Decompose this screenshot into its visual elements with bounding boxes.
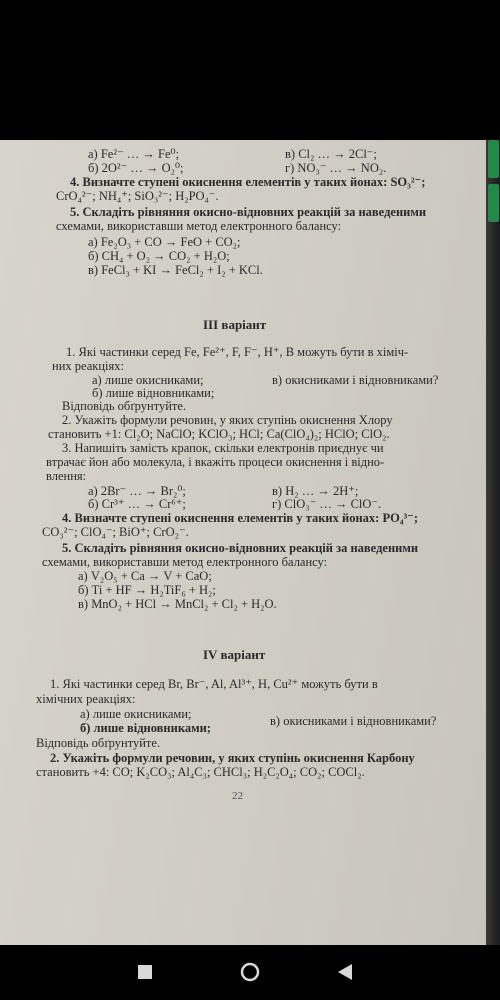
text-line: а) Fe₂O₃ + CO → FeO + CO₂; xyxy=(88,235,241,249)
text-line: в) FeCl₃ + KI → FeCl₂ + I₂ + KCl. xyxy=(88,263,263,277)
circle-icon xyxy=(242,964,258,980)
text-line: а) V₂O₅ + Ca → V + CaO; xyxy=(78,569,212,583)
square-icon xyxy=(138,965,152,979)
text-line: CO₃²⁻; ClO₄⁻; BiO⁺; CrO₂⁻. xyxy=(42,525,189,539)
page-number: 22 xyxy=(232,790,243,802)
text-line: схемами, використавши метод електронного балансу: xyxy=(42,555,328,569)
text-line: в) окисниками і відновниками? xyxy=(270,714,437,728)
text-line: 1. Які частинки серед Fe, Fe²⁺, F, F⁻, H⁺, B можуть бути в хіміч- xyxy=(66,345,409,359)
text-line: б) лише відновниками; xyxy=(92,386,215,400)
text-line: становить +1: Cl₂O; NaClO; KClO₃; HCl; Ca(ClO₄)₂; HClO; ClO₂. xyxy=(48,427,390,441)
text-line: в) H₂ … → 2H⁺; xyxy=(272,484,359,498)
text-line: б) Ti + HF → H₂TiF₆ + H₂; xyxy=(78,583,216,597)
text-line: а) 2Br⁻ … → Br₂⁰; xyxy=(88,484,186,498)
recent-apps-button[interactable] xyxy=(130,957,160,987)
text-line: в) Cl₂ … → 2Cl⁻; xyxy=(285,147,377,161)
text-line: б) лише відновниками; xyxy=(80,721,211,735)
text-line: 3. Напишіть замість крапок, скільки електронів приєднує чи xyxy=(62,441,384,455)
text-line: 1. Які частинки серед Br, Br⁻, Al, Al³⁺, H, Cu²⁺ можуть бути в xyxy=(50,677,378,691)
variant-heading: IV варіант xyxy=(203,647,266,662)
photo-viewer-image[interactable] xyxy=(0,140,500,945)
text-line: Відповідь обґрунтуйте. xyxy=(62,399,187,413)
book-edge xyxy=(486,140,500,945)
text-line: влення: xyxy=(46,469,87,483)
black-top-area xyxy=(0,0,500,140)
home-button[interactable] xyxy=(235,957,265,987)
variant-heading: III варіант xyxy=(203,317,267,332)
text-line: в) окисниками і відновниками? xyxy=(272,373,439,387)
text-line: б) Cr³⁺ … → Cr⁶⁺; xyxy=(88,497,186,511)
text-line: б) 2O²⁻ … → O₂⁰; xyxy=(88,161,184,175)
android-nav-bar xyxy=(0,945,500,1000)
green-tab xyxy=(488,140,499,178)
text-line: б) CH₄ + O₂ → CO₂ + H₂O; xyxy=(88,249,230,263)
text-line: Відповідь обґрунтуйте. xyxy=(36,736,161,750)
text-line: в) MnO₂ + HCl → MnCl₂ + Cl₂ + H₂O. xyxy=(78,597,277,611)
text-line: 5. Складіть рівняння окисно-відновних реакцій за наведеними xyxy=(70,205,427,219)
text-line: втрачає йон або молекула, і вкажіть процеси окиснення і відно- xyxy=(46,455,385,469)
text-line: хімічних реакціях: xyxy=(36,692,136,706)
text-line: 4. Визначте ступені окиснення елементів у таких йонах: SO₃²⁻; xyxy=(70,175,426,189)
green-tab xyxy=(488,184,499,222)
text-line: 5. Складіть рівняння окисно-відновних реакцій за наведеними xyxy=(62,541,419,555)
text-line: г) NO₃⁻ … → NO₂. xyxy=(285,161,387,175)
text-line: CrO₄²⁻; NH₄⁺; SiO₃²⁻; H₂PO₄⁻. xyxy=(56,189,219,203)
text-line: 2. Укажіть формули речовин, у яких ступінь окиснення Хлору xyxy=(62,413,393,427)
back-button[interactable] xyxy=(330,957,360,987)
text-line: 4. Визначте ступені окиснення елементів у таких йонах: PO₄³⁻; xyxy=(62,511,419,525)
text-line: а) лише окисниками; xyxy=(92,373,204,387)
text-line: схемами, використавши метод електронного балансу: xyxy=(56,219,342,233)
text-line: них реакціях: xyxy=(52,359,124,373)
text-line: 2. Укажіть формули речовин, у яких ступінь окиснення Карбону xyxy=(50,751,415,765)
text-line: г) ClO₃⁻ … → ClO⁻. xyxy=(272,497,382,511)
text-line: становить +4: CO; K₂CO₃; Al₄C₃; CHCl₃; H₂C₂O₄; CO₂; COCl₂. xyxy=(36,765,365,779)
triangle-back-icon xyxy=(338,964,352,980)
textbook-page xyxy=(0,140,486,945)
text-line: а) лише окисниками; xyxy=(80,707,192,721)
text-line: а) Fe²⁻ … → Fe⁰; xyxy=(88,147,180,161)
